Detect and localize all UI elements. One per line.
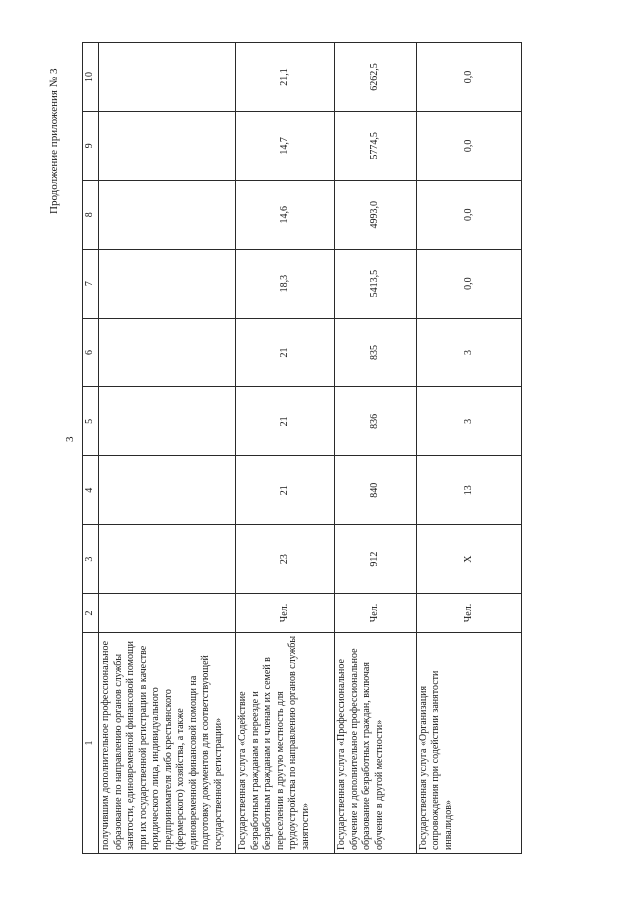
header-cell-6: 6: [83, 318, 99, 387]
value-cell: Х: [416, 525, 521, 594]
unit-cell: [99, 594, 236, 633]
service-name-cell: Государственная услуга «Содействие безработным гражданам в переезде и безработным гражданам и членам их семей в переселении в другую местность для трудоустройства по направлению органов службы занятости»: [236, 632, 335, 853]
value-cell: 14,6: [236, 180, 335, 249]
value-cell: 840: [335, 456, 417, 525]
value-cell: [99, 249, 236, 318]
value-cell: [99, 180, 236, 249]
value-cell: 4993,0: [335, 180, 417, 249]
value-cell: 5774,5: [335, 111, 417, 180]
service-name-cell: Государственная услуга «Профессиональное обучение и дополнительное профессиональное образование безработных граждан, включая обучение в другой местности»: [335, 632, 417, 853]
table-row: [335, 43, 417, 854]
unit-cell: Чел.: [236, 594, 335, 633]
value-cell: 21,1: [236, 43, 335, 112]
value-cell: 3: [416, 318, 521, 387]
value-cell: [99, 111, 236, 180]
value-cell: 14,7: [236, 111, 335, 180]
value-cell: 6262,5: [335, 43, 417, 112]
value-cell: 912: [335, 525, 417, 594]
value-cell: 21: [236, 387, 335, 456]
value-cell: 0,0: [416, 180, 521, 249]
value-cell: [99, 456, 236, 525]
value-cell: 5413,5: [335, 249, 417, 318]
value-cell: 0,0: [416, 249, 521, 318]
unit-cell: Чел.: [416, 594, 521, 633]
header-cell-1: 1: [83, 632, 99, 853]
value-cell: 0,0: [416, 43, 521, 112]
value-cell: 3: [416, 387, 521, 456]
header-cell-8: 8: [83, 180, 99, 249]
page-number: 3: [64, 436, 76, 442]
header-cell-7: 7: [83, 249, 99, 318]
value-cell: [99, 318, 236, 387]
value-cell: 0,0: [416, 111, 521, 180]
table-row: [99, 43, 236, 854]
value-cell: 21: [236, 318, 335, 387]
header-cell-4: 4: [83, 456, 99, 525]
header-cell-3: 3: [83, 525, 99, 594]
value-cell: [99, 43, 236, 112]
header-cell-5: 5: [83, 387, 99, 456]
value-cell: 835: [335, 318, 417, 387]
table-row: [236, 43, 335, 854]
data-table: [82, 42, 522, 854]
table-row: [416, 43, 521, 854]
value-cell: 836: [335, 387, 417, 456]
continuation-label: Продолжение приложения № 3: [48, 68, 60, 214]
header-row: [83, 43, 99, 854]
value-cell: 21: [236, 456, 335, 525]
unit-cell: Чел.: [335, 594, 417, 633]
header-cell-10: 10: [83, 43, 99, 112]
header-cell-9: 9: [83, 111, 99, 180]
value-cell: 13: [416, 456, 521, 525]
service-name-cell: Государственная услуга «Организация сопровождения при содействии занятости инвалидов»: [416, 632, 521, 853]
service-name-cell: получившим дополнительное профессиональное образование по направлению органов службы занятости, единовременной финансовой помощи при их государственной регистрации в качестве юридического лица, индивидуального предпринимателя либо крестьянского (фермерского) хозяйства, а также единовременной финансовой помощи на подготовку документов для соответствующей государственной регистрации»: [99, 632, 236, 853]
value-cell: [99, 387, 236, 456]
value-cell: 23: [236, 525, 335, 594]
header-cell-2: 2: [83, 594, 99, 633]
rotated-table-wrapper: [82, 42, 522, 854]
value-cell: [99, 525, 236, 594]
value-cell: 18,3: [236, 249, 335, 318]
